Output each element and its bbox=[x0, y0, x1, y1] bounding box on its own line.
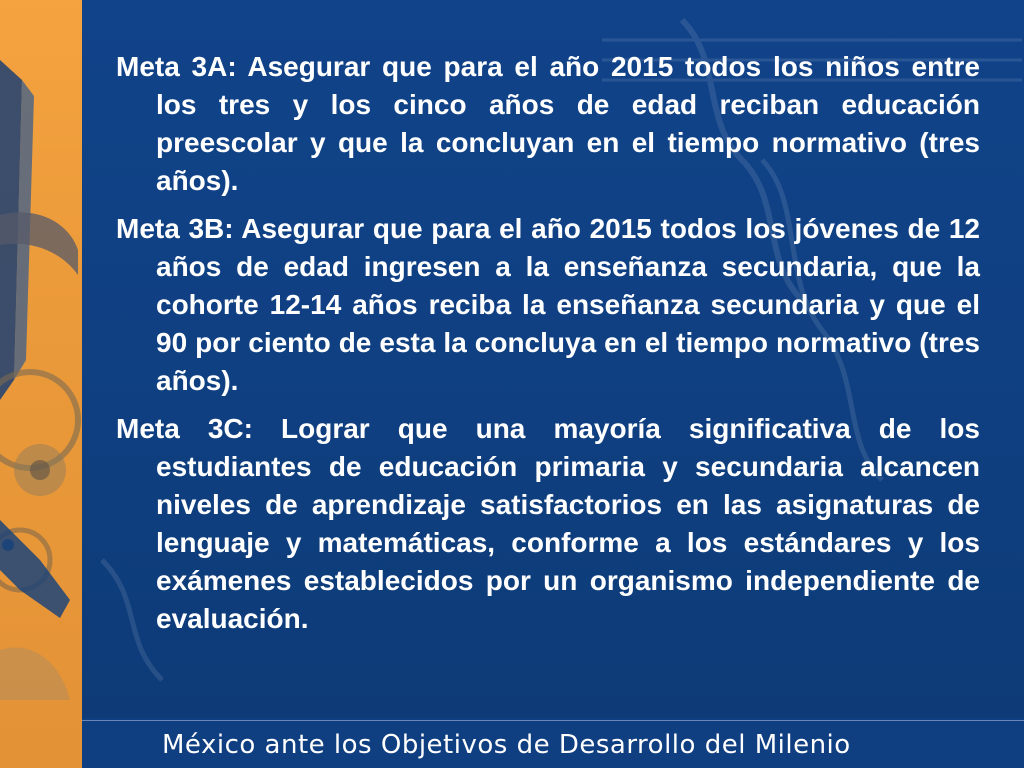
content-area bbox=[116, 48, 980, 648]
meta-3a-text: Asegurar que para el año 2015 todos los niños entre los tres y los cinco años de edad reciban educación preescolar y que la concluyan en el tiempo normativo (tres años). bbox=[156, 51, 980, 196]
meta-3b bbox=[116, 210, 980, 400]
clock-mechanism-image bbox=[0, 0, 82, 768]
meta-3a-label: Meta 3A: bbox=[116, 51, 237, 82]
meta-3a bbox=[116, 48, 980, 200]
footer-title: México ante los Objetivos de Desarrollo del Milenio bbox=[162, 730, 851, 760]
meta-3c-text: Lograr que una mayoría significativa de los estudiantes de educación primaria y secundaria alcancen niveles de aprendizaje satisfactorios en las asignaturas de lenguaje y matemáticas, conforme a los estándares y los exámenes establecidos por un organismo independiente de evaluación. bbox=[156, 413, 980, 634]
meta-3c bbox=[116, 410, 980, 638]
meta-3c-label: Meta 3C: bbox=[116, 413, 253, 444]
side-decorative-strip bbox=[0, 0, 82, 768]
meta-3b-text: Asegurar que para el año 2015 todos los jóvenes de 12 años de edad ingresen a la enseñanza secundaria, que la cohorte 12-14 años reciba la enseñanza secundaria y que el 90 por ciento de esta la concluya en el tiempo normativo (tres años). bbox=[156, 213, 980, 396]
meta-3b-label: Meta 3B: bbox=[116, 213, 234, 244]
